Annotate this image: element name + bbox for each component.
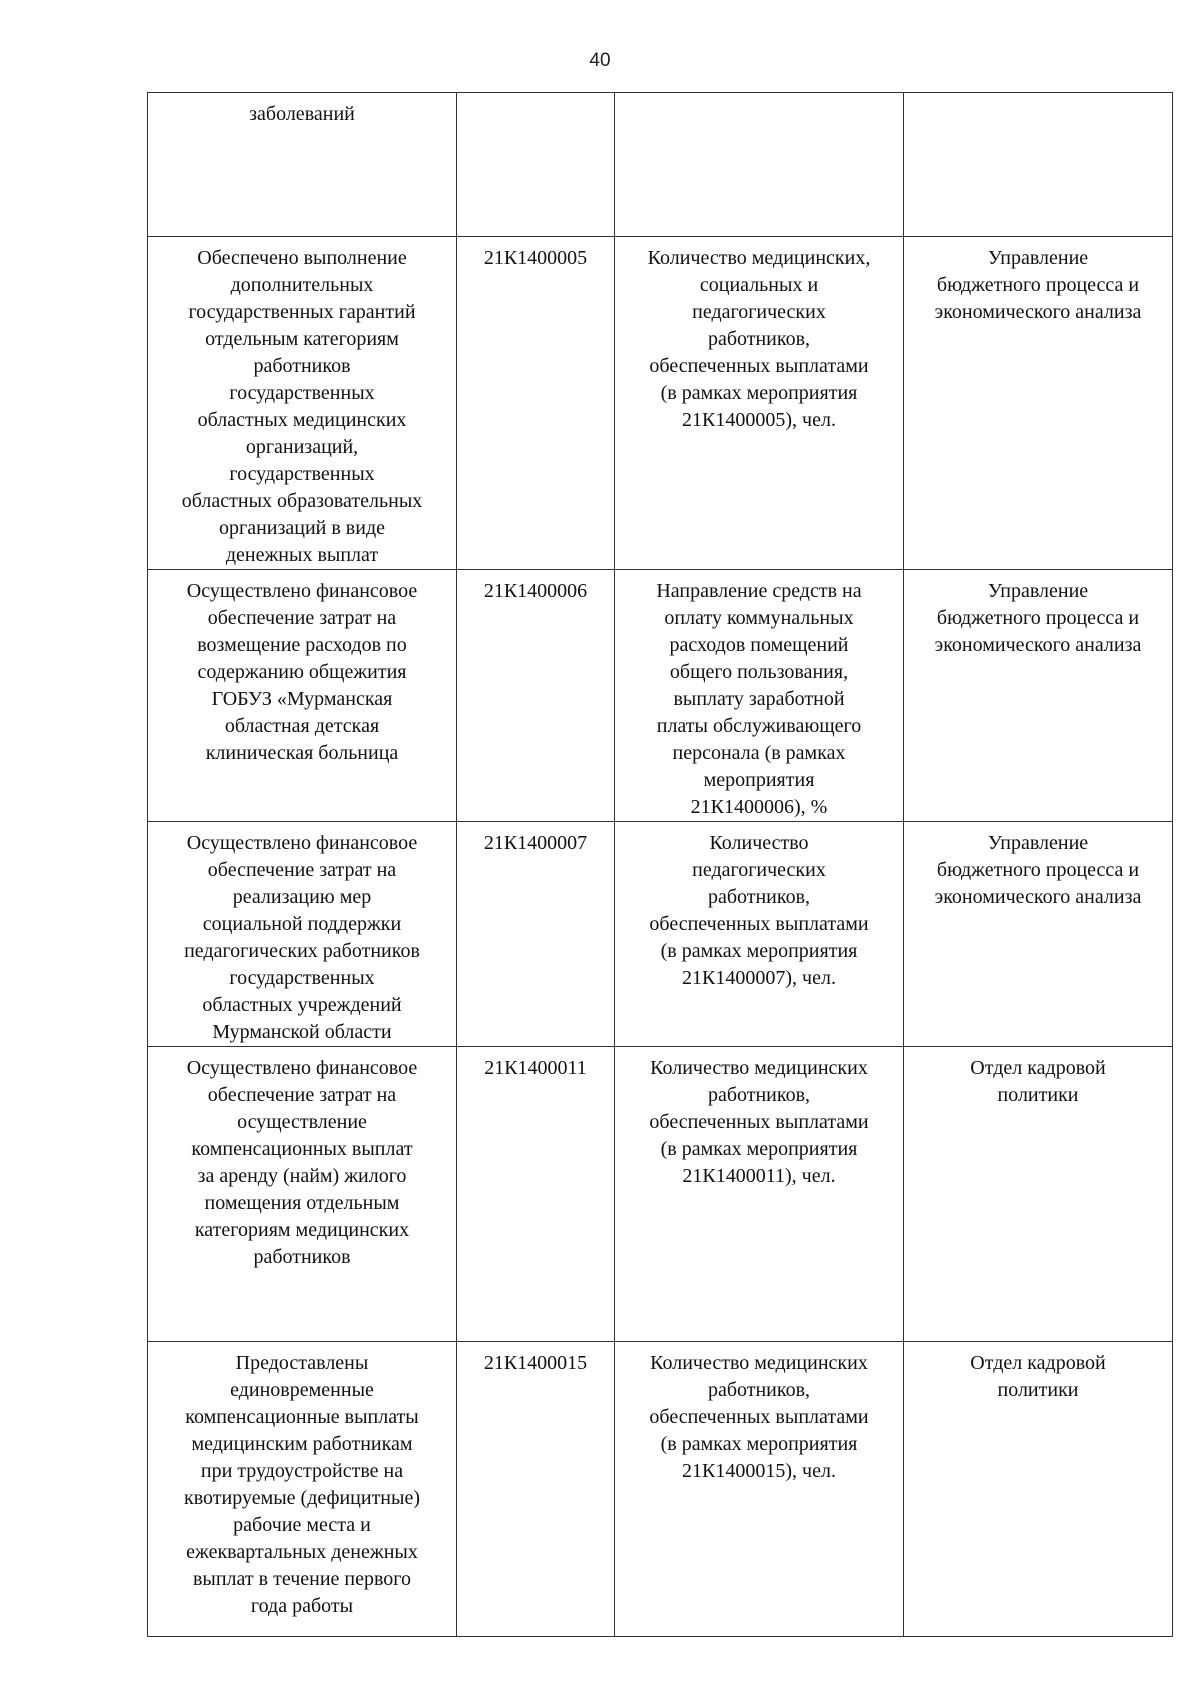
responsible-cell xyxy=(904,1342,1173,1637)
table-row xyxy=(148,1047,1173,1342)
code-text: 21К1400011 xyxy=(484,1057,587,1079)
responsible-cell xyxy=(904,1047,1173,1342)
indicator-text: Направление средств на оплату коммунальных расходов помещений общего пользования, выплату заработной платы обслуживающего персонала (в рамках мероприятия 21К1400006), % xyxy=(656,580,862,818)
result-text: Осуществлено финансовое обеспечение затрат на возмещение расходов по содержанию общежития ГОБУЗ «Мурманская областная детская клиническая больница xyxy=(186,580,418,764)
indicator-text: Количество медицинских работников, обеспеченных выплатами (в рамках мероприятия 21К1400015), чел. xyxy=(649,1352,869,1482)
table-row xyxy=(148,822,1173,1047)
indicator-text: Количество медицинских, социальных и педагогических работников, обеспеченных выплатами (в рамках мероприятия 21К1400005), чел. xyxy=(647,247,871,431)
result-text: Осуществлено финансовое обеспечение затрат на реализацию мер социальной поддержки педагогических работников государственных областных учреждений Мурманской области xyxy=(184,832,420,1043)
code-cell xyxy=(457,1047,615,1342)
responsible-cell xyxy=(904,237,1173,570)
result-cell xyxy=(148,822,457,1047)
indicator-cell xyxy=(615,1342,904,1637)
responsible-text: Управление бюджетного процесса и экономического анализа xyxy=(934,247,1142,323)
code-text: 21К1400007 xyxy=(483,832,588,854)
code-text: 21К1400015 xyxy=(483,1352,588,1374)
responsible-text: Управление бюджетного процесса и экономического анализа xyxy=(934,832,1142,908)
code-text: 21К1400006 xyxy=(483,580,588,602)
responsible-cell xyxy=(904,822,1173,1047)
table-row xyxy=(148,93,1173,237)
code-text: 21К1400005 xyxy=(483,247,588,269)
indicator-cell xyxy=(615,570,904,822)
indicator-text: Количество педагогических работников, обеспеченных выплатами (в рамках мероприятия 21К1400007), чел. xyxy=(649,832,869,989)
result-text: Предоставлены единовременные компенсационные выплаты медицинским работникам при трудоустройстве на квотируемые (дефицитные) рабочие места и ежеквартальных денежных выплат в течение первого года работы xyxy=(184,1352,420,1617)
table-row xyxy=(148,570,1173,822)
result-cell xyxy=(148,570,457,822)
responsible-text: Отдел кадровой политики xyxy=(970,1057,1106,1106)
result-cell xyxy=(148,1342,457,1637)
responsible-text: Управление бюджетного процесса и экономического анализа xyxy=(934,580,1142,656)
page-number: 40 xyxy=(589,50,611,71)
code-cell xyxy=(457,822,615,1047)
indicator-cell xyxy=(615,237,904,570)
result-text: заболеваний xyxy=(249,103,355,125)
result-cell xyxy=(148,1047,457,1342)
indicator-cell xyxy=(615,822,904,1047)
code-cell xyxy=(457,1342,615,1637)
responsible-cell xyxy=(904,570,1173,822)
indicator-text: Количество медицинских работников, обеспеченных выплатами (в рамках мероприятия 21К1400011), чел. xyxy=(649,1057,869,1187)
indicator-cell xyxy=(615,93,904,237)
result-text: Обеспечено выполнение дополнительных государственных гарантий отдельным категориям работников государственных областных медицинских организаций, государственных областных образовательных организаций в виде денежных выплат xyxy=(181,247,423,566)
indicator-cell xyxy=(615,1047,904,1342)
code-cell xyxy=(457,93,615,237)
responsible-text: Отдел кадровой политики xyxy=(970,1352,1106,1401)
responsible-cell xyxy=(904,93,1173,237)
table-row xyxy=(148,1342,1173,1637)
result-cell xyxy=(148,237,457,570)
result-cell xyxy=(148,93,457,237)
code-cell xyxy=(457,570,615,822)
program-table xyxy=(147,92,1173,1637)
result-text: Осуществлено финансовое обеспечение затрат на осуществление компенсационных выплат за аренду (найм) жилого помещения отдельным категориям медицинских работников xyxy=(186,1057,418,1268)
code-cell xyxy=(457,237,615,570)
table-row xyxy=(148,237,1173,570)
